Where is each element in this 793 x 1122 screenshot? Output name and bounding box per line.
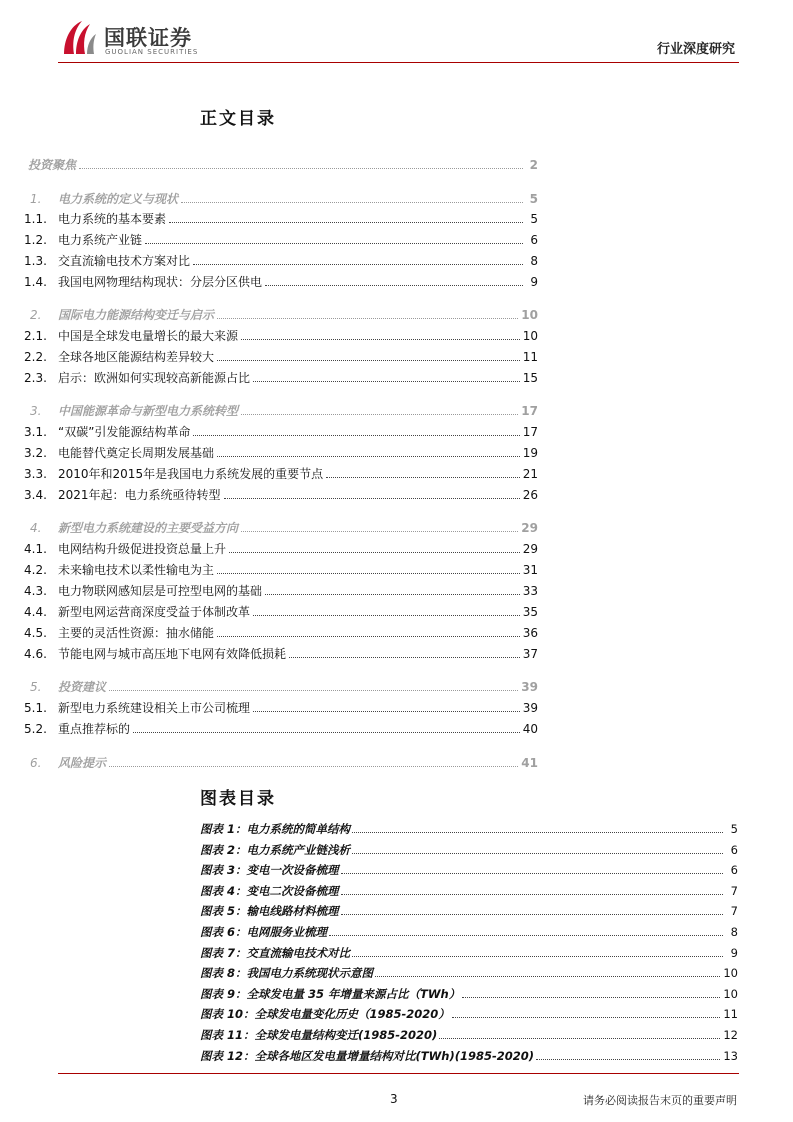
toc-title: 投资建议 (58, 680, 107, 694)
figure-title: 图表 10：全球发电量变化历史（1985-2020） (200, 1007, 450, 1021)
toc-section-row[interactable] (0, 419, 538, 439)
figure-page-number: 9 (730, 946, 738, 960)
figure-leader-dots (341, 894, 723, 895)
figure-leader-dots (462, 997, 720, 998)
toc-section-row[interactable] (0, 344, 538, 364)
toc-leader-dots (193, 264, 523, 265)
report-type: 行业深度研究 (656, 42, 735, 57)
toc-section-row[interactable] (0, 206, 538, 226)
toc-chapter-row[interactable] (0, 750, 538, 770)
toc-chapter-row[interactable] (0, 186, 538, 206)
toc-number: 3.1. (24, 425, 47, 439)
toc-page-number: 17 (521, 404, 538, 418)
toc-number: 5.1. (24, 701, 47, 715)
toc-page-number: 39 (522, 701, 538, 715)
toc-number: 5.2. (24, 722, 47, 736)
toc-page-number: 2 (529, 158, 538, 172)
toc-title: 2021年起：电力系统亟待转型 (58, 488, 221, 502)
toc-page-number: 19 (522, 446, 538, 460)
figure-list-row[interactable] (200, 940, 738, 960)
figure-leader-dots (375, 976, 720, 977)
figure-page-number: 5 (730, 822, 738, 836)
toc-chapter-row[interactable] (0, 302, 538, 322)
toc-page-number: 11 (522, 350, 538, 364)
toc-page-number: 6 (530, 233, 538, 247)
toc-title: 节能电网与城市高压地下电网有效降低损耗 (58, 647, 287, 661)
toc-title: 启示：欧洲如何实现较高新能源占比 (58, 371, 251, 385)
toc-page-number: 21 (522, 467, 538, 481)
toc-title: 重点推荐标的 (58, 722, 131, 736)
toc-leader-dots (217, 360, 520, 361)
figures-heading: 图表目录 (200, 789, 276, 809)
toc-number: 2.1. (24, 329, 47, 343)
toc-title: 中国是全球发电量增长的最大来源 (58, 329, 239, 343)
toc-section-row[interactable] (0, 461, 538, 481)
toc-page-number: 29 (522, 542, 538, 556)
toc-title: 2010年和2015年是我国电力系统发展的重要节点 (58, 467, 324, 481)
toc-page-number: 40 (522, 722, 538, 736)
toc-leader-dots (217, 573, 520, 574)
figure-leader-dots (352, 853, 723, 854)
figure-list-row[interactable] (200, 898, 738, 918)
header-divider (58, 62, 739, 63)
toc-title: 主要的灵活性资源：抽水储能 (58, 626, 215, 640)
toc-number: 2.3. (24, 371, 47, 385)
toc-leader-dots (109, 766, 518, 767)
figure-title: 图表 12：全球各地区发电量增量结构对比(TWh)(1985-2020) (200, 1049, 535, 1063)
toc-title: 电力系统的定义与现状 (58, 192, 179, 206)
figure-page-number: 10 (723, 966, 738, 980)
toc-leader-dots (229, 552, 520, 553)
figure-leader-dots (536, 1059, 720, 1060)
disclaimer-note: 请务必阅读报告末页的重要声明 (583, 1094, 737, 1107)
toc-leader-dots (217, 318, 518, 319)
toc-section-row[interactable] (0, 365, 538, 385)
figure-list-row[interactable] (200, 919, 738, 939)
toc-number: 1.3. (24, 254, 47, 268)
toc-number: 1.4. (24, 275, 47, 289)
page-number: 3 (390, 1092, 398, 1106)
toc-number: 2. (30, 308, 42, 322)
toc-title: 国际电力能源结构变迁与启示 (58, 308, 215, 322)
toc-number: 4.5. (24, 626, 47, 640)
figure-leader-dots (341, 873, 723, 874)
figure-leader-dots (452, 1017, 721, 1018)
figure-title: 图表 5：输电线路材料梳理 (200, 904, 339, 918)
toc-page-number: 10 (522, 329, 538, 343)
figure-title: 图表 11：全球发电量结构变迁(1985-2020) (200, 1028, 438, 1042)
toc-leader-dots (253, 615, 520, 616)
toc-title: 投资聚焦 (28, 158, 77, 172)
toc-leader-dots (217, 456, 520, 457)
toc-title: 我国电网物理结构现状：分层分区供电 (58, 275, 263, 289)
toc-leader-dots (133, 732, 520, 733)
toc-section-row[interactable] (0, 269, 538, 289)
brand-name-en: GUOLIAN SECURITIES (105, 48, 199, 56)
figure-title: 图表 8：我国电力系统现状示意图 (200, 966, 374, 980)
figure-title: 图表 2：电力系统产业链浅析 (200, 843, 351, 857)
toc-number: 3. (30, 404, 42, 418)
toc-section-row[interactable] (0, 641, 538, 661)
toc-title: 交直流输电技术方案对比 (58, 254, 191, 268)
footer-divider (58, 1073, 739, 1074)
toc-page-number: 15 (522, 371, 538, 385)
figure-title: 图表 4：变电二次设备梳理 (200, 884, 339, 898)
toc-section-row[interactable] (0, 227, 538, 247)
figure-list-row[interactable] (200, 960, 738, 980)
toc-leader-dots (109, 690, 518, 691)
toc-section-row[interactable] (0, 440, 538, 460)
brand-name-cn: 国联证券 (104, 26, 192, 50)
figure-title: 图表 7：交直流输电技术对比 (200, 946, 351, 960)
figure-title: 图表 9：全球发电量 35 年增量来源占比（TWh） (200, 987, 461, 1001)
toc-title: 电力物联网感知层是可控型电网的基础 (58, 584, 263, 598)
toc-section-row[interactable] (0, 716, 538, 736)
toc-page-number: 8 (530, 254, 538, 268)
figure-page-number: 8 (730, 925, 738, 939)
toc-leader-dots (241, 339, 520, 340)
figure-page-number: 12 (723, 1028, 738, 1042)
toc-title: 新型电力系统建设的主要受益方向 (58, 521, 239, 535)
figure-list-row[interactable] (200, 1001, 738, 1021)
toc-title: 电力系统的基本要素 (58, 212, 167, 226)
toc-section-row[interactable] (0, 536, 538, 556)
figure-leader-dots (341, 914, 723, 915)
toc-page-number: 10 (521, 308, 538, 322)
toc-title: “双碳”引发能源结构革命 (58, 425, 191, 439)
toc-leader-dots (241, 531, 518, 532)
figure-title: 图表 6：电网服务业梳理 (200, 925, 328, 939)
figure-title: 图表 1：电力系统的简单结构 (200, 822, 351, 836)
figure-list-row[interactable] (200, 816, 738, 836)
toc-number: 3.4. (24, 488, 47, 502)
toc-number: 6. (30, 756, 42, 770)
toc-leader-dots (326, 477, 520, 478)
figure-leader-dots (329, 935, 723, 936)
toc-chapter-row[interactable] (0, 515, 538, 535)
toc-page-number: 5 (529, 192, 538, 206)
toc-leader-dots (145, 243, 523, 244)
toc-page-number: 39 (521, 680, 538, 694)
toc-page-number: 36 (522, 626, 538, 640)
toc-title: 新型电网运营商深度受益于体制改革 (58, 605, 251, 619)
toc-number: 1.1. (24, 212, 47, 226)
figure-list-row[interactable] (200, 878, 738, 898)
toc-page-number: 17 (522, 425, 538, 439)
toc-leader-dots (253, 381, 520, 382)
toc-leader-dots (79, 168, 523, 169)
toc-leader-dots (265, 594, 520, 595)
toc-page-number: 37 (522, 647, 538, 661)
toc-title: 新型电力系统建设相关上市公司梳理 (58, 701, 251, 715)
toc-section-row[interactable] (0, 557, 538, 577)
toc-chapter-row[interactable] (0, 152, 538, 172)
toc-number: 3.2. (24, 446, 47, 460)
toc-number: 4.1. (24, 542, 47, 556)
figure-title: 图表 3：变电一次设备梳理 (200, 863, 339, 877)
toc-title: 电能替代奠定长周期发展基础 (58, 446, 215, 460)
toc-page-number: 9 (530, 275, 538, 289)
brand-logo (58, 18, 218, 60)
toc-heading: 正文目录 (200, 109, 276, 129)
figure-list-row[interactable] (200, 1022, 738, 1042)
toc-chapter-row[interactable] (0, 398, 538, 418)
toc-title: 风险提示 (58, 756, 107, 770)
toc-page-number: 41 (521, 756, 538, 770)
toc-number: 4.6. (24, 647, 47, 661)
toc-page-number: 26 (522, 488, 538, 502)
toc-number: 1. (30, 192, 42, 206)
toc-leader-dots (224, 498, 520, 499)
toc-page-number: 33 (522, 584, 538, 598)
toc-chapter-row[interactable] (0, 674, 538, 694)
figure-page-number: 7 (730, 884, 738, 898)
toc-leader-dots (265, 285, 523, 286)
guolian-logo-icon (58, 18, 98, 58)
toc-section-row[interactable] (0, 695, 538, 715)
toc-leader-dots (253, 711, 520, 712)
toc-page-number: 31 (522, 563, 538, 577)
toc-title: 电网结构升级促进投资总量上升 (58, 542, 227, 556)
toc-page-number: 35 (522, 605, 538, 619)
figure-leader-dots (352, 832, 723, 833)
toc-leader-dots (169, 222, 523, 223)
figure-leader-dots (352, 956, 723, 957)
figure-list-row[interactable] (200, 837, 738, 857)
toc-number: 5. (30, 680, 42, 694)
toc-leader-dots (217, 636, 520, 637)
toc-leader-dots (241, 414, 518, 415)
toc-title: 全球各地区能源结构差异较大 (58, 350, 215, 364)
toc-number: 4. (30, 521, 42, 535)
figure-page-number: 13 (723, 1049, 738, 1063)
figure-page-number: 10 (723, 987, 738, 1001)
figure-list-row[interactable] (200, 1043, 738, 1063)
figure-page-number: 6 (730, 863, 738, 877)
toc-leader-dots (289, 657, 520, 658)
toc-number: 4.3. (24, 584, 47, 598)
toc-number: 4.4. (24, 605, 47, 619)
figure-page-number: 11 (723, 1007, 738, 1021)
toc-number: 1.2. (24, 233, 47, 247)
figure-list-row[interactable] (200, 857, 738, 877)
figure-leader-dots (439, 1038, 720, 1039)
toc-page-number: 29 (521, 521, 538, 535)
toc-number: 4.2. (24, 563, 47, 577)
toc-section-row[interactable] (0, 323, 538, 343)
toc-section-row[interactable] (0, 248, 538, 268)
figure-list-row[interactable] (200, 981, 738, 1001)
toc-number: 3.3. (24, 467, 47, 481)
toc-title: 中国能源革命与新型电力系统转型 (58, 404, 239, 418)
toc-page-number: 5 (530, 212, 538, 226)
toc-section-row[interactable] (0, 599, 538, 619)
figure-page-number: 6 (730, 843, 738, 857)
toc-leader-dots (181, 202, 523, 203)
toc-title: 未来输电技术以柔性输电为主 (58, 563, 215, 577)
toc-section-row[interactable] (0, 482, 538, 502)
toc-section-row[interactable] (0, 620, 538, 640)
toc-leader-dots (193, 435, 519, 436)
toc-section-row[interactable] (0, 578, 538, 598)
figure-page-number: 7 (730, 904, 738, 918)
toc-title: 电力系统产业链 (58, 233, 143, 247)
toc-number: 2.2. (24, 350, 47, 364)
